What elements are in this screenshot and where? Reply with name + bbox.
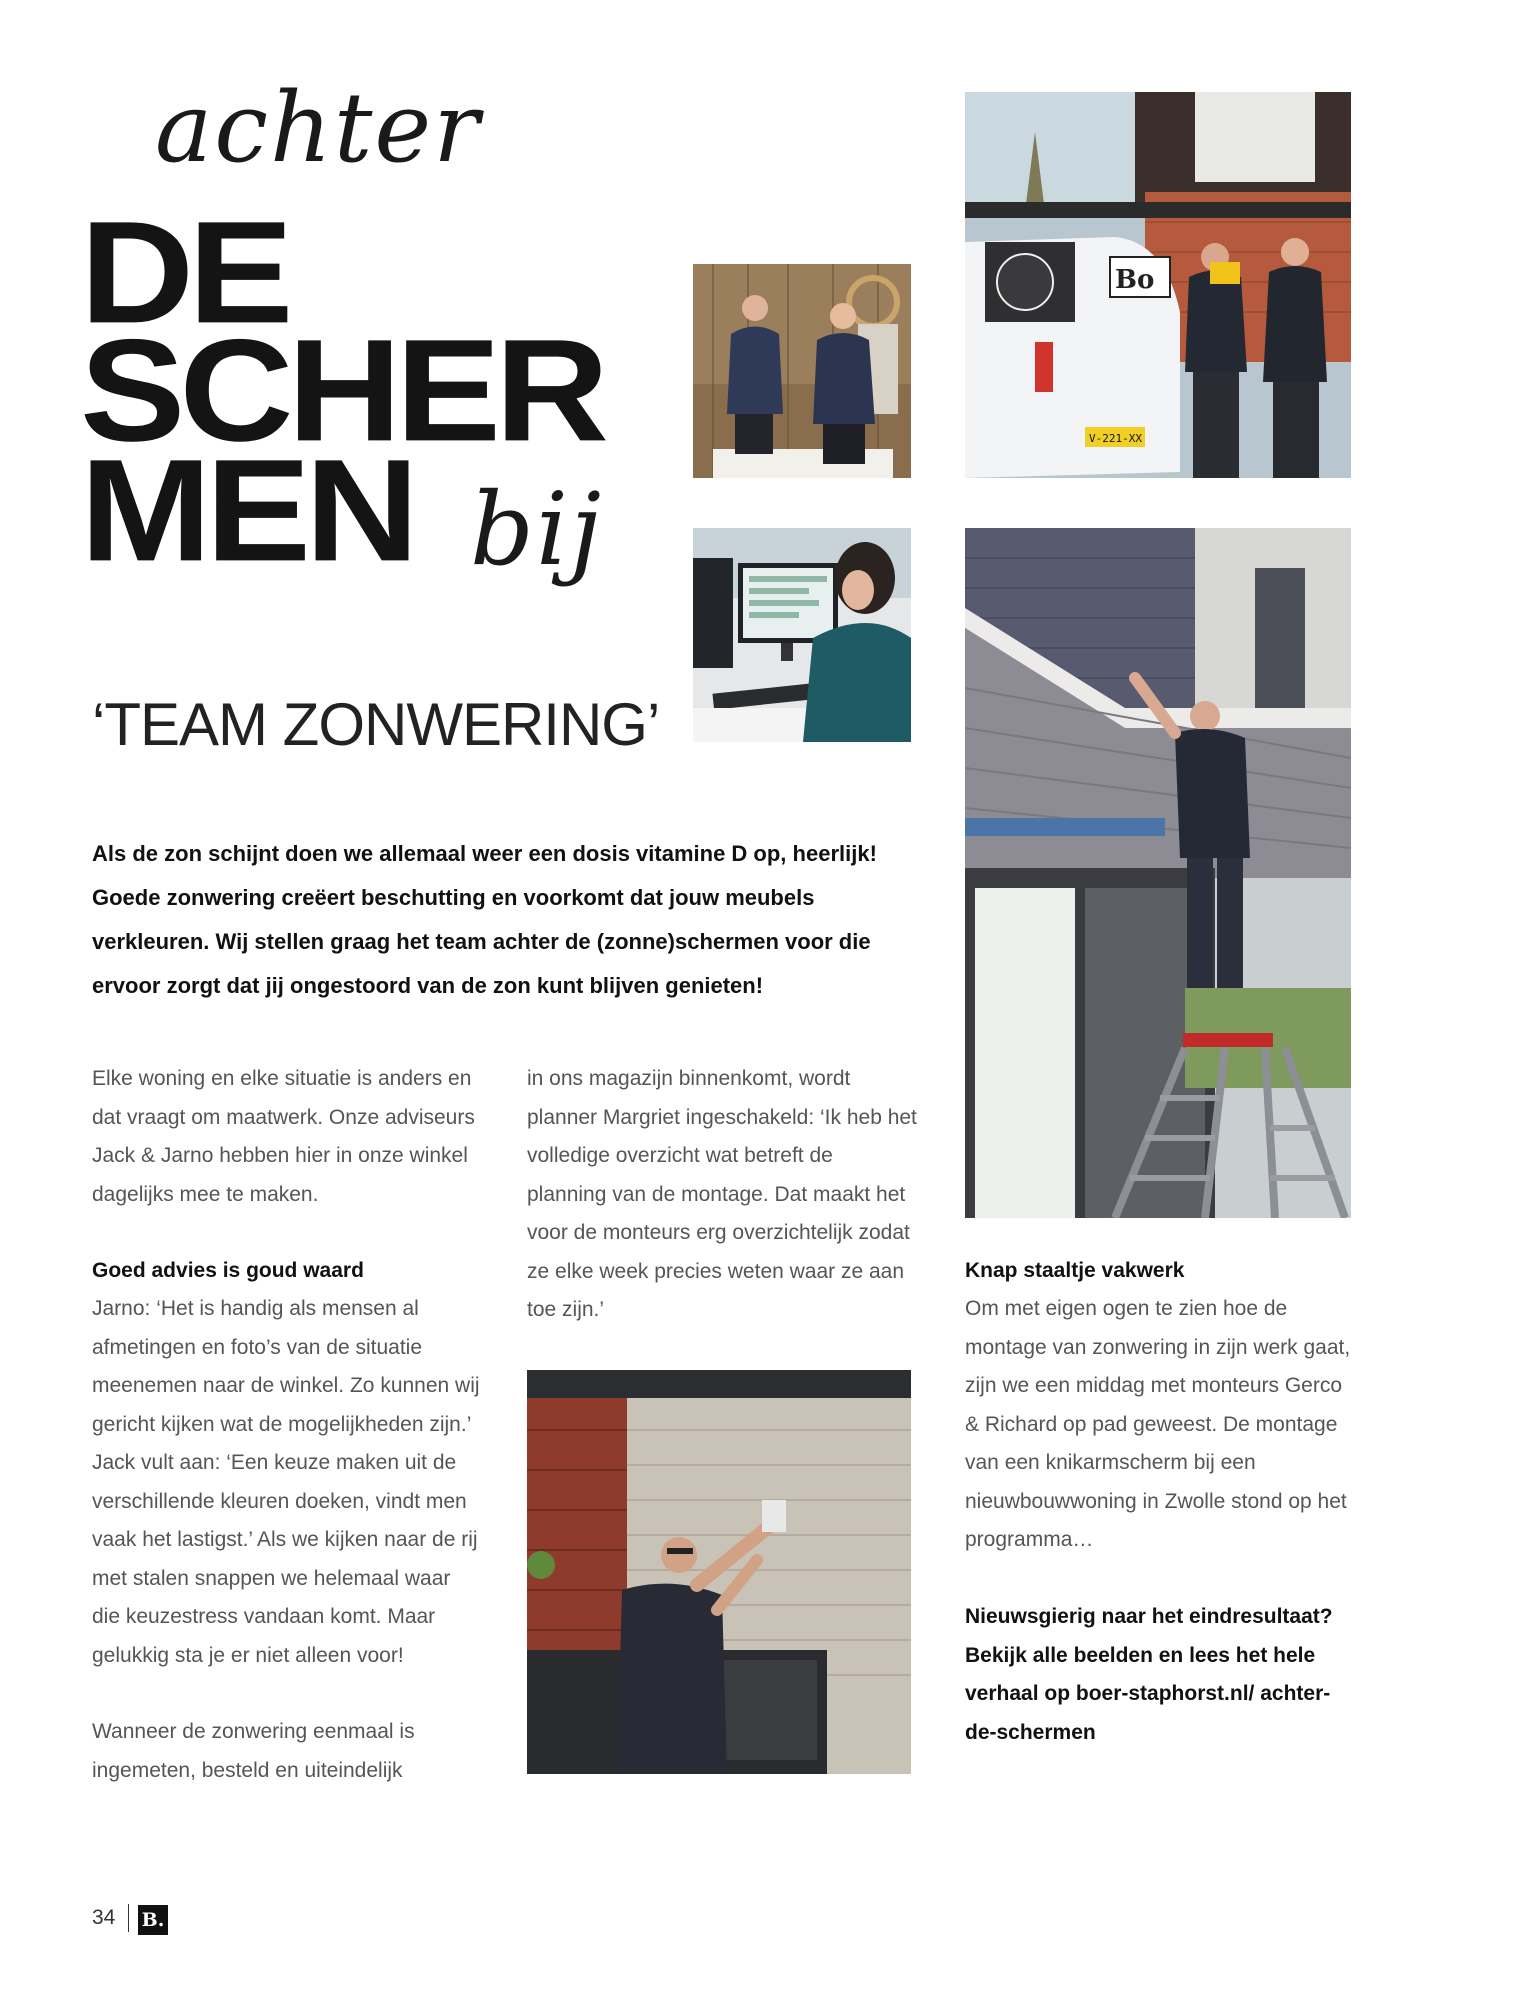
col3-heading: Knap staaltje vakwerk <box>965 1259 1185 1282</box>
photo-worker-drilling <box>527 1370 911 1774</box>
headline-script-achter: achter <box>155 72 482 184</box>
headline-de: DE <box>80 191 288 354</box>
magazine-logo: B. <box>138 1905 168 1935</box>
photo-planner <box>693 528 911 742</box>
col1-paragraph-3: Wanneer de zonwering eenmaal is ingemeten, besteld en uiteindelijk <box>92 1720 415 1782</box>
col3-paragraph-1: Om met eigen ogen te zien hoe de montage van zonwering in zijn werk gaat, zijn we een middag met monteurs Gerco & Richard op pad geweest. De montage van een knikarmscherm bij een nieuwbouwwoning in Zwolle stond op het programma… <box>965 1297 1351 1551</box>
footer-divider <box>128 1904 129 1932</box>
page-number: 34 <box>92 1906 116 1929</box>
col1-heading: Goed advies is goud waard <box>92 1259 364 1282</box>
photo-worker-ladder <box>965 528 1351 1218</box>
photo-van-mechanics <box>965 92 1351 478</box>
headline-men: MEN <box>80 429 414 592</box>
headline-script-bij: bij <box>470 471 604 588</box>
van-brand-text: Bo <box>1115 265 1155 295</box>
col2-paragraph-1: in ons magazijn binnenkomt, wordt planner Margriet ingeschakeld: ‘Ik heb het volledige overzicht wat betreft de planning van de montage. Dat maakt het voor de monteurs erg overzichtelijk zodat ze elke week precies weten waar ze aan toe zijn.’ <box>527 1067 917 1321</box>
col1-paragraph-2: Jarno: ‘Het is handig als mensen al afmetingen en foto’s van de situatie meenemen naar de winkel. Zo kunnen wij gericht kijken wat de mogelijkheden zijn.’ Jack vult aan: ‘Een keuze maken uit de verschillende kleuren doeken, vindt men vaak het lastigst.’ Als we kijken naar de rij met stalen snappen we helemaal waar die keuzestress vandaan komt. Maar gelukkig sta je er niet alleen voor! <box>92 1297 480 1667</box>
subtitle-team-zonwering: ‘TEAM ZONWERING’ <box>92 691 660 758</box>
col3-call-to-action: Nieuwsgierig naar het eindresultaat? Bekijk alle beelden en lees het hele verhaal op boer-staphorst.nl/ achter-de-schermen <box>965 1605 1333 1744</box>
col1-paragraph-1: Elke woning en elke situatie is anders en dat vraagt om maatwerk. Onze adviseurs Jack & Jarno hebben hier in onze winkel dagelijks mee te maken. <box>92 1067 475 1206</box>
intro-paragraph: Als de zon schijnt doen we allemaal weer een dosis vitamine D op, heerlijk! Goede zonwering creëert beschutting en voorkomt dat jouw meubels verkleuren. Wij stellen graag het team achter de (zonne)schermen voor die ervoor zorgt dat jij ongestoord van de zon kunt blijven genieten! <box>92 841 877 998</box>
photo-advisers <box>693 264 911 478</box>
headline-scher: SCHER <box>80 309 604 472</box>
van-license-plate: V-221-XX <box>1089 432 1142 445</box>
